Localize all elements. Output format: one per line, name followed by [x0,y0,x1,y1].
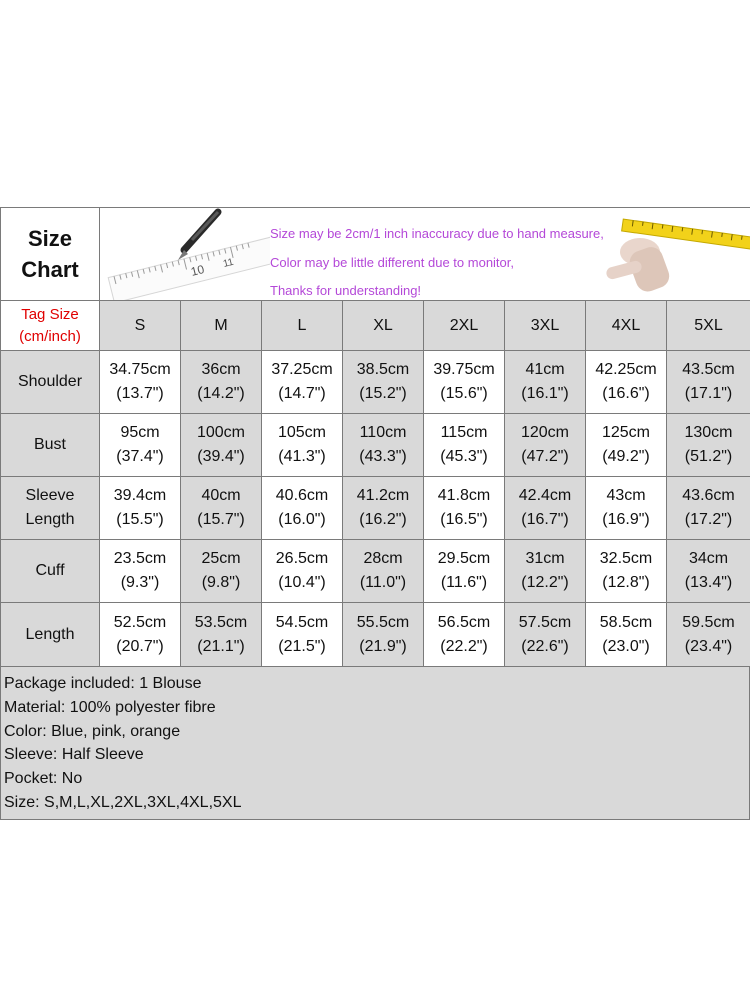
measurement-cell [424,477,505,540]
value-cm: 59.5cm [682,613,735,631]
value-cm: 43cm [606,487,646,504]
measurement-cell [100,603,181,667]
value-inch: (14.7") [278,385,326,402]
value-inch: (11.6") [440,574,488,591]
info-sizes: Size: S,M,L,XL,2XL,3XL,4XL,5XL [4,793,242,811]
measurement-cell [667,351,750,414]
measurement-cell [586,603,667,667]
value-cm: 110cm [359,424,407,441]
value-inch: (22.2") [440,637,488,655]
value-inch: (41.3") [278,448,326,465]
measurement-cell [586,540,667,603]
measurement-cell [262,603,343,667]
value-cm: 42.4cm [518,487,572,504]
value-cm: 105cm [277,424,327,441]
value-cm: 38.5cm [356,361,410,378]
info-color: Color: Blue, pink, orange [4,722,181,740]
measurement-cell [100,414,181,477]
value-cm: 23.5cm [113,550,167,567]
measurement-cell [343,414,424,477]
value-inch: (16.7") [521,511,569,528]
value-inch: (37.4") [116,448,164,465]
measurement-row [1,351,750,414]
value-cm: 95cm [120,424,160,441]
value-cm: 29.5cm [437,550,491,567]
value-cm: 54.5cm [275,613,329,631]
value-cm: 125cm [601,424,651,441]
note-color: Color may be little different due to monitor, [270,255,514,270]
info-pocket: Pocket: No [4,770,83,788]
measurement-cell [343,351,424,414]
row-label [1,540,100,603]
measurement-cell [505,540,586,603]
measurement-cell [181,351,262,414]
value-inch: (13.7") [116,385,164,402]
measurement-cell [667,540,750,603]
row-label [1,351,100,414]
value-inch: (17.2") [684,511,733,528]
size-header-3xl: 3XL [505,301,586,351]
tag-size-label [1,301,100,351]
measurement-cell [424,351,505,414]
size-chart-title [1,208,100,301]
row-label-text: Length [25,511,75,528]
value-inch: (11.0") [359,574,407,591]
size-header-s: S [100,301,181,351]
measurement-rows [1,351,750,667]
value-cm: 40cm [201,487,241,504]
value-cm: 37.25cm [271,361,333,378]
value-cm: 115cm [440,424,488,441]
ruler-pencil-illustration [100,208,270,300]
value-cm: 25cm [201,550,241,567]
measurement-cell [100,351,181,414]
size-header-xl: XL [343,301,424,351]
value-cm: 57.5cm [518,613,572,631]
note-accuracy: Size may be 2cm/1 inch inaccuracy due to hand measure, [270,226,604,241]
value-cm: 36cm [201,361,241,378]
value-inch: (16.2") [359,511,407,528]
row-label-text: Bust [33,436,66,453]
value-inch: (16.0") [278,511,326,528]
measurement-cell [505,477,586,540]
value-cm: 31cm [525,550,565,567]
value-cm: 55.5cm [356,613,410,631]
value-cm: 28cm [363,550,403,567]
value-inch: (49.2") [602,448,650,465]
value-inch: (15.2") [359,385,407,402]
size-header-m: M [181,301,262,351]
ruler-number-11: 11 [222,256,235,270]
title-line-2: Chart [21,257,79,282]
size-chart [0,207,750,820]
tag-size-line-2: (cm/inch) [19,327,81,345]
measure-banner [100,208,750,301]
measurement-cell [262,477,343,540]
value-inch: (9.8") [201,574,241,591]
value-inch: (39.4") [197,448,245,465]
row-label-text: Sleeve [25,487,75,504]
value-inch: (47.2") [521,448,569,465]
measurement-cell [505,351,586,414]
value-inch: (16.1") [521,385,569,402]
value-cm: 39.75cm [433,361,495,378]
size-header-l: L [262,301,343,351]
value-inch: (15.6") [440,385,488,402]
info-sleeve: Sleeve: Half Sleeve [4,746,144,764]
value-inch: (14.2") [197,385,245,402]
value-cm: 41.2cm [356,487,410,504]
size-header-row [1,301,750,351]
measurement-cell [424,414,505,477]
value-inch: (22.6") [521,637,569,655]
value-cm: 43.5cm [682,361,735,378]
measurement-cell [262,540,343,603]
measurement-cell [586,414,667,477]
value-cm: 34cm [688,550,729,567]
measurement-cell [505,603,586,667]
value-inch: (23.4") [684,637,733,655]
measurement-row [1,603,750,667]
info-material: Material: 100% polyester fibre [4,698,216,716]
value-cm: 130cm [684,424,733,441]
value-inch: (10.4") [278,574,326,591]
measurement-cell [343,540,424,603]
header-row [1,208,750,301]
measurement-cell [667,414,750,477]
value-cm: 41.8cm [437,487,491,504]
row-label [1,477,100,540]
row-label-text: Shoulder [17,373,83,390]
value-cm: 100cm [196,424,246,441]
value-cm: 41cm [525,361,565,378]
row-label-text: Cuff [35,562,65,579]
value-cm: 40.6cm [275,487,329,504]
row-label-text: Length [25,625,75,643]
measurement-cell [181,540,262,603]
value-cm: 42.25cm [595,361,657,378]
size-header-2xl: 2XL [424,301,505,351]
measurement-cell [424,540,505,603]
measurement-cell [586,351,667,414]
value-inch: (17.1") [684,385,733,402]
measurement-cell [343,477,424,540]
value-cm: 34.75cm [109,361,171,378]
measurement-cell [667,603,750,667]
tag-size-line-1: Tag Size [21,305,79,323]
measurement-cell [181,603,262,667]
value-inch: (16.5") [440,511,488,528]
product-info [0,667,750,820]
measurement-cell [181,477,262,540]
value-cm: 58.5cm [599,613,653,631]
row-label [1,603,100,667]
value-inch: (9.3") [120,574,160,591]
value-cm: 120cm [520,424,570,441]
value-inch: (13.4") [684,574,733,591]
measurement-cell [100,540,181,603]
value-cm: 52.5cm [113,613,167,631]
value-inch: (45.3") [440,448,488,465]
tape-measure-icon [600,208,750,300]
size-table [0,207,750,667]
value-inch: (12.8") [602,574,650,591]
value-inch: (21.1") [197,637,245,655]
measurement-row [1,414,750,477]
measurement-cell [586,477,667,540]
value-inch: (20.7") [116,637,164,655]
value-inch: (23.0") [602,637,650,655]
info-package: Package included: 1 Blouse [4,675,202,692]
value-cm: 43.6cm [682,487,735,504]
value-cm: 56.5cm [437,613,491,631]
measurement-cell [100,477,181,540]
value-inch: (15.7") [197,511,245,528]
value-inch: (21.9") [359,637,407,655]
measurement-cell [505,414,586,477]
value-inch: (12.2") [521,574,569,591]
measurement-cell [262,351,343,414]
value-cm: 26.5cm [275,550,329,567]
value-cm: 53.5cm [194,613,248,631]
hand-icon [605,238,672,295]
value-inch: (16.9") [602,511,650,528]
measurement-cell [181,414,262,477]
measurement-cell [262,414,343,477]
size-header-4xl: 4XL [586,301,667,351]
measurement-cell [667,477,750,540]
measurement-row [1,477,750,540]
value-cm: 39.4cm [113,487,167,504]
size-header-5xl: 5XL [667,301,750,351]
value-inch: (15.5") [116,511,164,528]
measurement-row [1,540,750,603]
measurement-cell [424,603,505,667]
value-cm: 32.5cm [599,550,653,567]
value-inch: (51.2") [684,448,733,465]
measurement-cell [343,603,424,667]
note-thanks: Thanks for understanding! [270,283,422,298]
row-label [1,414,100,477]
value-inch: (43.3") [359,448,407,465]
ruler-number-10: 10 [189,262,206,279]
value-inch: (21.5") [278,637,326,655]
value-inch: (16.6") [602,385,650,402]
title-line-1: Size [27,226,73,251]
